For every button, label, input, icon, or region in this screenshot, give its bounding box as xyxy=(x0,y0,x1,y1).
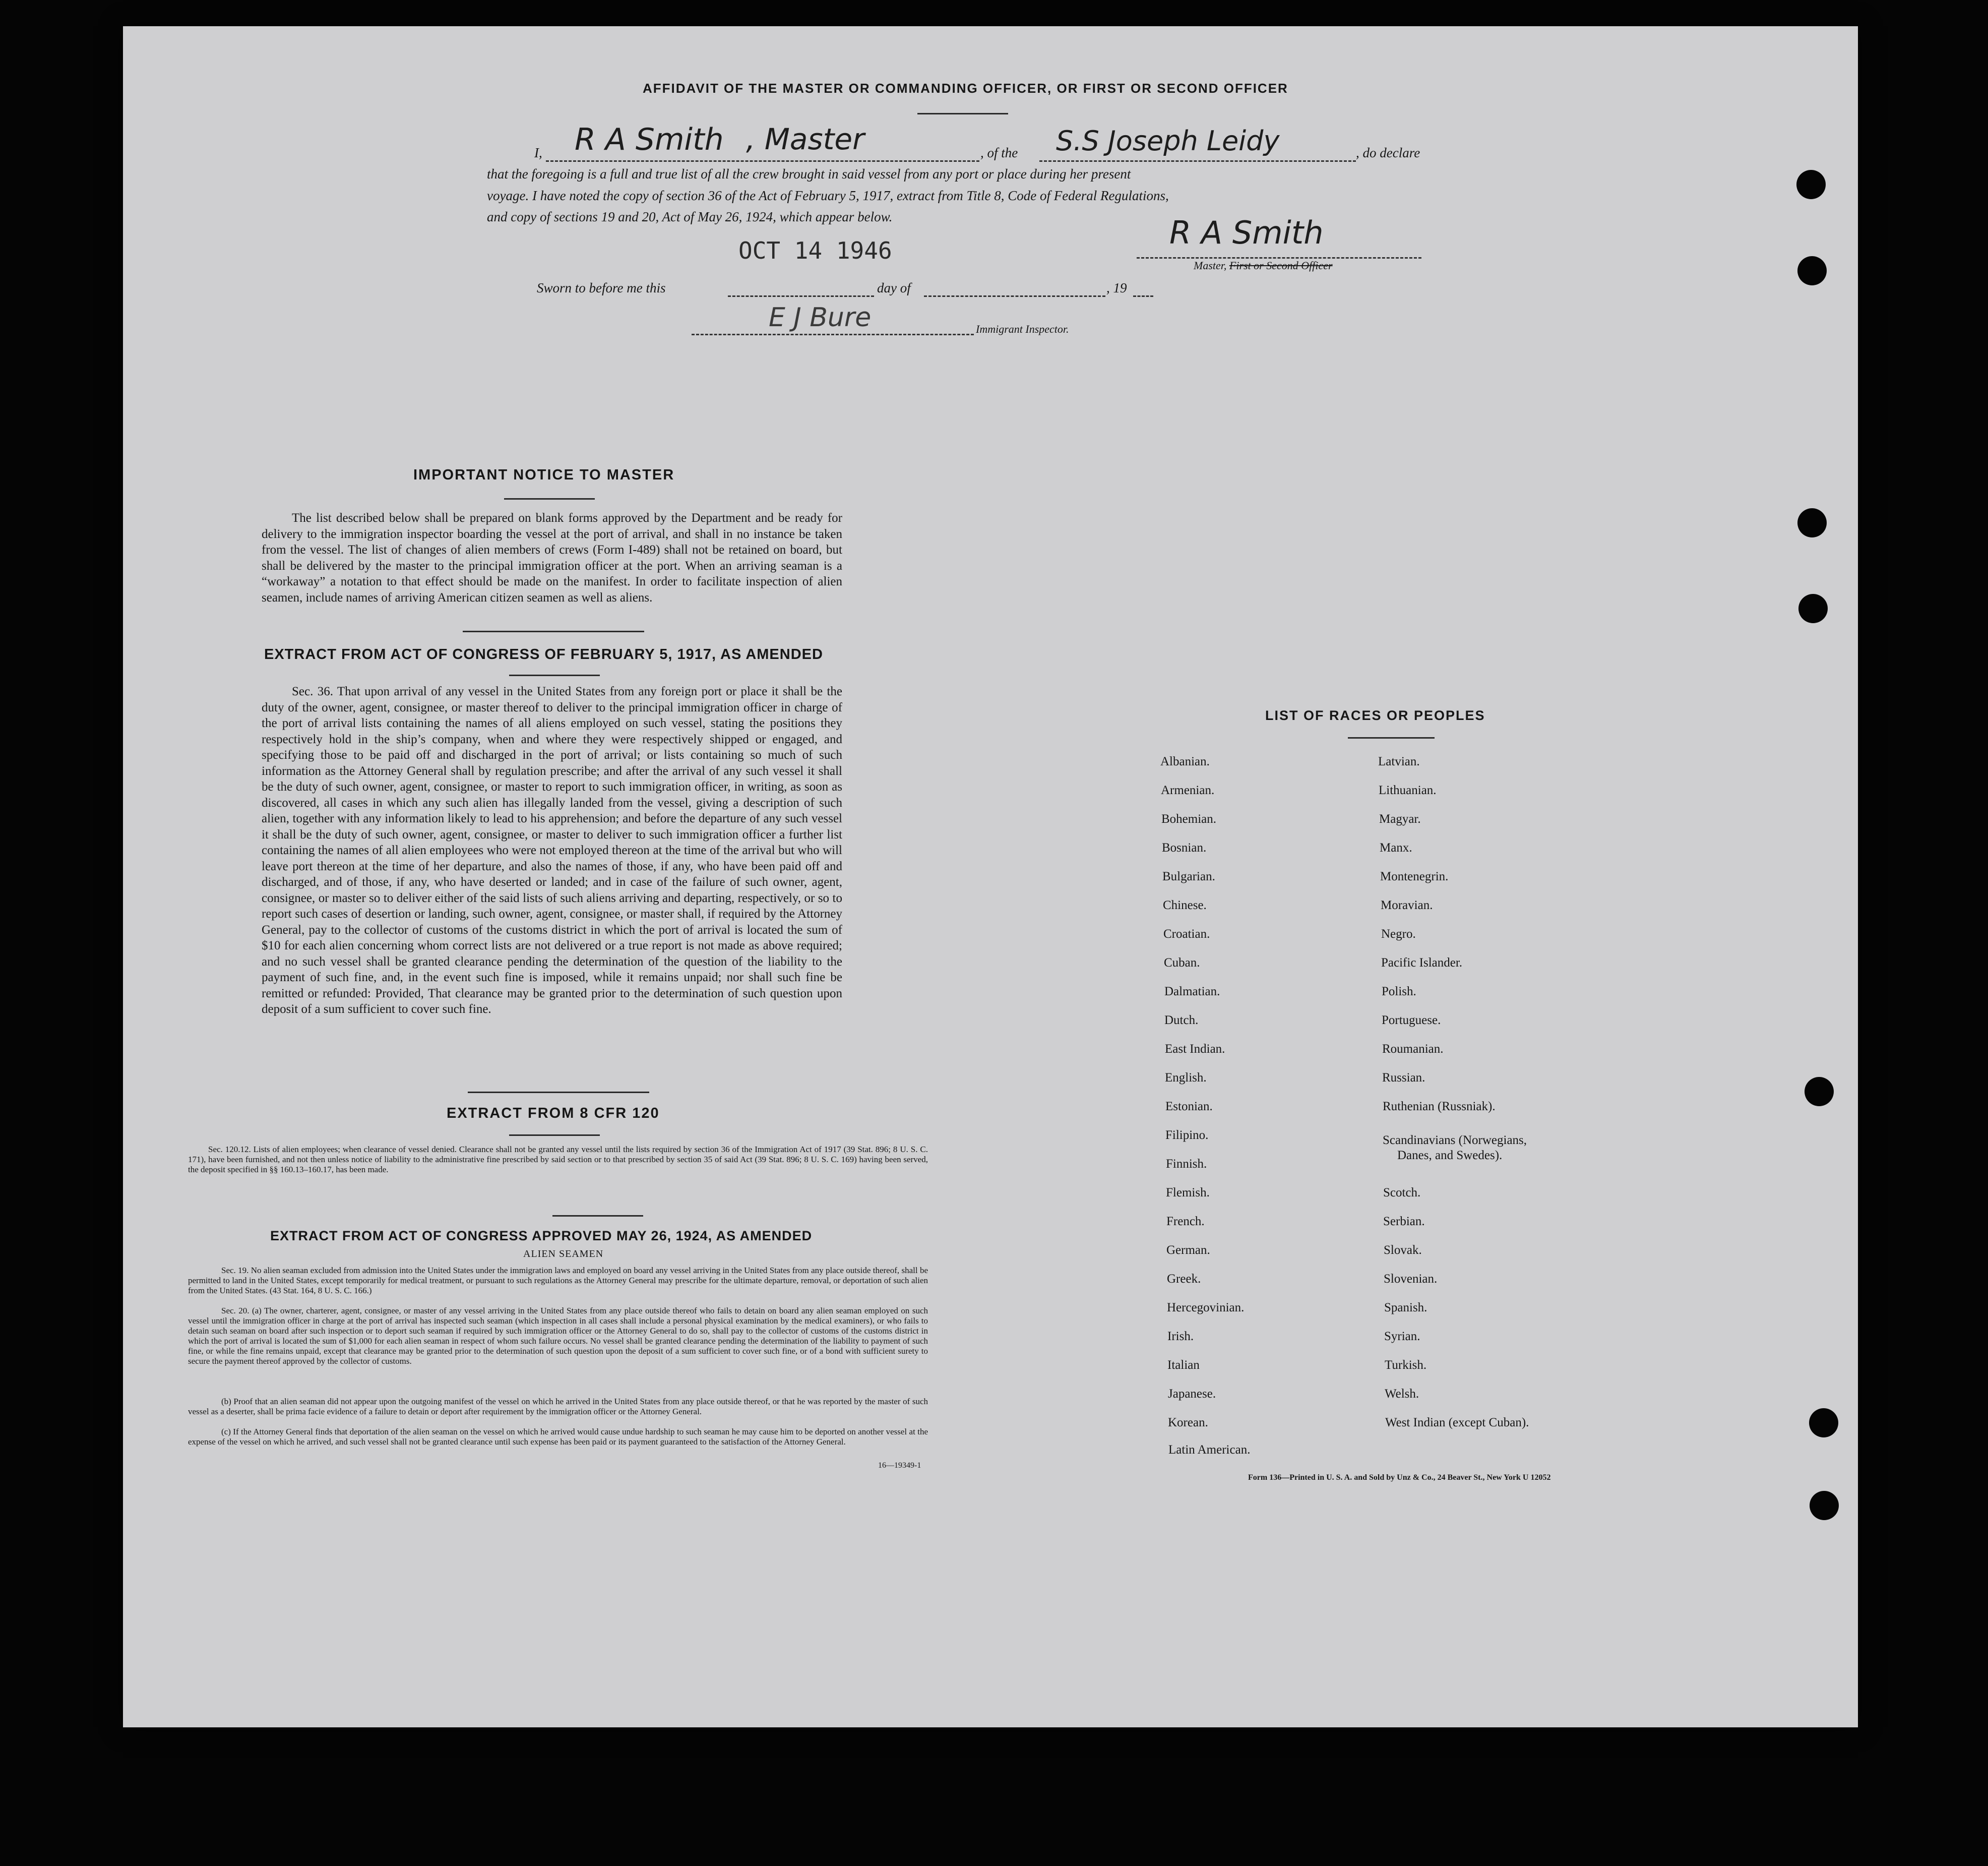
race-right: Roumanian. xyxy=(1382,1042,1444,1056)
extract-1924-title: EXTRACT FROM ACT OF CONGRESS APPROVED MAY 26, 1924, AS AMENDED xyxy=(270,1228,813,1243)
race-left: Japanese. xyxy=(1168,1387,1216,1401)
extract-1917-body: Sec. 36. That upon arrival of any vessel in the United States from any foreign port or place it shall be the duty of the owner, agent, consignee, or master thereof to deliver to the principal immigration officer in charge of the port of arrival lists containing the names of all aliens employed on such vessel, stating the positions they respectively hold in the ship’s company, when and where they were respectively shipped or engaged, and specifying those to be paid off and discharged in the port of arrival; or lists containing so much of such information as the Attorney General shall by regulation prescribe; and after the arrival of any such vessel it shall be the duty of such owner, agent, consignee, or master to report to such immigration officer, in writing, as soon as discovered, all cases in which any such alien has illegally landed from the vessel, giving a description of such alien, together with any information likely to lead to his apprehension; and before the departure of any such vessel it shall be the duty of such owner, agent, consignee, or master to deliver to such immigration officer a further list containing the names of all alien employees who were not employed thereon at the time of the arrival but who will leave port thereon at the time of her departure, and also the names of those, if any, who have been paid off and discharged, and of those, if any, who have deserted or landed; and in case of the failure of such owner, agent, consignee, or master so to deliver either of the said lists of such aliens arriving and departing, respectively, or so to report such cases of desertion or landing, such owner, agent, consignee, or master shall, if required by the Attorney General, pay to the collector of customs of the customs district in which the port of arrival is located the sum of $10 for each alien concerning whom correct lists are not delivered or a true report is not made as above required; and no such vessel shall be granted clearance pending the determination of the question of the liability to the payment of such fine, and, in the event such fine is imposed, while it remains unpaid; nor shall such fine be remitted or refunded: Provided, That clearance may be granted prior to the determination of such question upon deposit of a sum sufficient to cover such fine. xyxy=(262,685,842,1016)
date-stamp: OCT 14 1946 xyxy=(738,237,892,264)
race-left: Armenian. xyxy=(1161,784,1215,797)
race-left: Hercegovinian. xyxy=(1167,1301,1245,1314)
extract-1924-sec20b: (b) Proof that an alien seaman did not appear upon the outgoing manifest of the vessel on which he arrived in the United States from any place outside thereof, or that he was reported by the master of such vessel as a deserter, shall be prima facie evidence of a failure to detain or deport after requirement by the immigration officer or the Attorney General. xyxy=(188,1397,928,1416)
punch-hole xyxy=(1796,170,1826,199)
race-right: Manx. xyxy=(1380,841,1412,855)
race-right: Welsh. xyxy=(1385,1387,1419,1401)
race-right: Spanish. xyxy=(1384,1301,1427,1314)
declarant-name-handwritten: R A Smith xyxy=(575,122,724,157)
vessel-line xyxy=(1039,160,1356,162)
extract-1924-sec19: Sec. 19. No alien seaman excluded from admission into the United States under the immigration laws and employed on board any vessel arriving in the United States from any place outside thereof, shall be permitted to land in the United States, except temporarily for medical treatment, or pursuant to such regulations as the Attorney General may prescribe for the ultimate departure, removal, or deportation of such alien from the United States. (43 Stat. 164, 8 U. S. C. 166.) xyxy=(188,1266,928,1295)
race-left: Latin American. xyxy=(1168,1443,1251,1457)
inspector-signature: E J Bure xyxy=(769,303,872,333)
do-declare-label: , do declare xyxy=(1356,145,1420,160)
race-left: Albanian. xyxy=(1160,755,1210,768)
vessel-name-handwritten: S.S Joseph Leidy xyxy=(1056,125,1280,157)
extract-1924-subtitle: ALIEN SEAMEN xyxy=(523,1248,604,1259)
race-left: East Indian. xyxy=(1165,1042,1225,1056)
form-number: 16—19349-1 xyxy=(878,1461,921,1470)
race-left: Flemish. xyxy=(1166,1186,1210,1199)
divider xyxy=(509,675,600,676)
race-left: Bosnian. xyxy=(1162,841,1207,855)
race-right: Magyar. xyxy=(1379,812,1421,826)
punch-hole xyxy=(1798,594,1828,623)
race-right: Serbian. xyxy=(1383,1215,1425,1228)
master-caption xyxy=(1194,259,1333,272)
notice-title: IMPORTANT NOTICE TO MASTER xyxy=(413,467,675,483)
race-left: Filipino. xyxy=(1165,1128,1209,1142)
race-right: Moravian. xyxy=(1381,898,1433,912)
race-left: Bohemian. xyxy=(1161,812,1217,826)
races-title: LIST OF RACES OR PEOPLES xyxy=(1265,708,1485,723)
divider xyxy=(552,1215,643,1217)
sworn-year-line xyxy=(1133,295,1153,297)
race-right: Turkish. xyxy=(1385,1358,1427,1372)
race-right: Syrian. xyxy=(1384,1330,1420,1343)
divider xyxy=(504,498,595,500)
affidavit-text-line-3: and copy of sections 19 and 20, Act of May 26, 1924, which appear below. xyxy=(487,209,893,224)
divider xyxy=(468,1092,649,1093)
race-right: Scotch. xyxy=(1383,1186,1421,1199)
of-the-label: , of the xyxy=(980,145,1018,160)
race-right: Ruthenian (Russniak). xyxy=(1383,1100,1496,1113)
race-right: Danes, and Swedes). xyxy=(1397,1149,1503,1162)
master-signature-line xyxy=(1137,257,1421,259)
race-left: Chinese. xyxy=(1163,898,1207,912)
race-left: Croatian. xyxy=(1163,927,1210,941)
affidavit-heading: AFFIDAVIT OF THE MASTER OR COMMANDING OFFICER, OR FIRST OR SECOND OFFICER xyxy=(643,81,1288,96)
master-signature: R A Smith xyxy=(1169,214,1324,251)
extract-cfr-body: Sec. 120.12. Lists of alien employees; when clearance of vessel denied. Clearance shall not be granted any vessel until the lists required by section 36 of the Immigration Act of 1917 (39 Stat. 896; 8 U. S. C. 171), have been furnished, and not then unless notice of liability to the administrative fine prescribed by said section or to that prescribed by section 35 of said Act (39 Stat. 896; 8 U. S. C. 169) having been served, the deposit specified in §§ 160.13–160.17, has been made. xyxy=(188,1145,928,1174)
race-right: Latvian. xyxy=(1378,755,1420,768)
race-left: Greek. xyxy=(1167,1272,1201,1286)
race-right: Negro. xyxy=(1381,927,1416,941)
extract-1924-sec20c: (c) If the Attorney General finds that deportation of the alien seaman on the vessel on which he arrived would cause undue hardship to such seaman he may cause him to be deported on another vessel at the expense of the vessel on which he arrived, and such vessel shall not be granted clearance until such expense has been paid or its payment guaranteed to the satisfaction of the Attorney General. xyxy=(188,1427,928,1447)
affidavit-text-line-2: voyage. I have noted the copy of section 36 of the Act of February 5, 1917, extract from Title 8, Code of Federal Regulations, xyxy=(487,188,1169,203)
race-left: German. xyxy=(1166,1243,1210,1257)
race-left: Dalmatian. xyxy=(1164,985,1220,998)
race-left: Bulgarian. xyxy=(1162,870,1215,883)
race-left: Korean. xyxy=(1168,1416,1208,1429)
punch-hole xyxy=(1805,1077,1834,1106)
inspector-signature-line xyxy=(692,334,974,335)
extract-cfr-title: EXTRACT FROM 8 CFR 120 xyxy=(447,1105,660,1121)
race-left: Irish. xyxy=(1167,1330,1194,1343)
divider xyxy=(1348,737,1435,739)
race-left: Cuban. xyxy=(1164,956,1200,970)
race-right: Pacific Islander. xyxy=(1381,956,1463,970)
sworn-month-line xyxy=(924,295,1105,297)
year-label: , 19 xyxy=(1106,280,1127,295)
extract-1924-sec20a: Sec. 20. (a) The owner, charterer, agent, consignee, or master of any vessel arriving in the United States from any place outside thereof who fails to detain on board any alien seaman employed on such vessel until the immigration officer in charge at the port of arrival has inspected such seaman (which inspection in all cases shall include a personal physical examination by the medical examiners), or who fails to detain such seaman on board after such inspection or to deport such seaman if required by such immigration officer or the Attorney General to do so, shall pay to the collector of customs of the customs district in which the port of arrival is located the sum of $1,000 for each alien seaman in respect of whom such failure occurs. No vessel shall be granted clearance pending the determination of the liability to payment of such fine, or while the fine remains unpaid, except that clearance may be granted prior to the determination of such question upon the deposit of a sum sufficient to cover such fine, or of a bond with sufficient surety to secure the payment thereof approved by the collector of customs. xyxy=(188,1306,928,1366)
race-right: Scandinavians (Norwegians, xyxy=(1383,1133,1527,1147)
punch-hole xyxy=(1809,1408,1838,1437)
race-right: Slovak. xyxy=(1384,1243,1422,1257)
name-line xyxy=(546,160,979,162)
affidavit-text-line-1: that the foregoing is a full and true list of all the crew brought in said vessel from any port or place during her present xyxy=(487,166,1131,182)
divider xyxy=(509,1134,600,1136)
divider xyxy=(917,113,1008,114)
day-of-label: day of xyxy=(877,280,911,295)
race-left: French. xyxy=(1166,1215,1205,1228)
divider xyxy=(463,631,644,632)
race-left: Dutch. xyxy=(1164,1013,1199,1027)
race-right: Montenegrin. xyxy=(1380,870,1449,883)
declarant-title-handwritten: , Master xyxy=(746,122,864,156)
sworn-label: Sworn to before me this xyxy=(537,280,666,295)
race-right: Lithuanian. xyxy=(1379,784,1437,797)
declarant-label: I, xyxy=(534,145,542,160)
race-right: Slovenian. xyxy=(1384,1272,1438,1286)
punch-hole xyxy=(1810,1491,1839,1520)
punch-hole xyxy=(1797,508,1827,537)
race-left: Italian xyxy=(1167,1358,1200,1372)
race-right: West Indian (except Cuban). xyxy=(1385,1416,1529,1429)
master-caption-struck: First or Second Officer xyxy=(1229,259,1333,272)
race-left: English. xyxy=(1165,1071,1207,1085)
printer-imprint: Form 136—Printed in U. S. A. and Sold by Unz & Co., 24 Beaver St., New York U 12052 xyxy=(1248,1473,1551,1482)
race-right: Polish. xyxy=(1382,985,1416,998)
inspector-caption: Immigrant Inspector. xyxy=(976,323,1069,335)
race-left: Finnish. xyxy=(1166,1157,1207,1171)
race-left: Estonian. xyxy=(1165,1100,1213,1113)
master-caption-master: Master, xyxy=(1194,259,1227,272)
race-right: Russian. xyxy=(1382,1071,1425,1085)
notice-body: The list described below shall be prepared on blank forms approved by the Department and be ready for delivery to the immigration inspector boarding the vessel at the port of arrival, and shall in no instance be taken from the vessel. The list of changes of alien members of crews (Form I-489) shall not be retained on board, but shall be delivered by the master to the principal immigration officer at the port. When an arriving seaman is a “workaway” a notation to that effect should be made on the manifest. In order to facilitate inspection of alien seamen, include names of arriving American citizen seamen as well as aliens. xyxy=(262,511,842,605)
punch-hole xyxy=(1797,256,1827,285)
sworn-day-line xyxy=(728,295,874,297)
race-right: Portuguese. xyxy=(1382,1013,1441,1027)
extract-1917-title: EXTRACT FROM ACT OF CONGRESS OF FEBRUARY 5, 1917, AS AMENDED xyxy=(264,646,823,663)
